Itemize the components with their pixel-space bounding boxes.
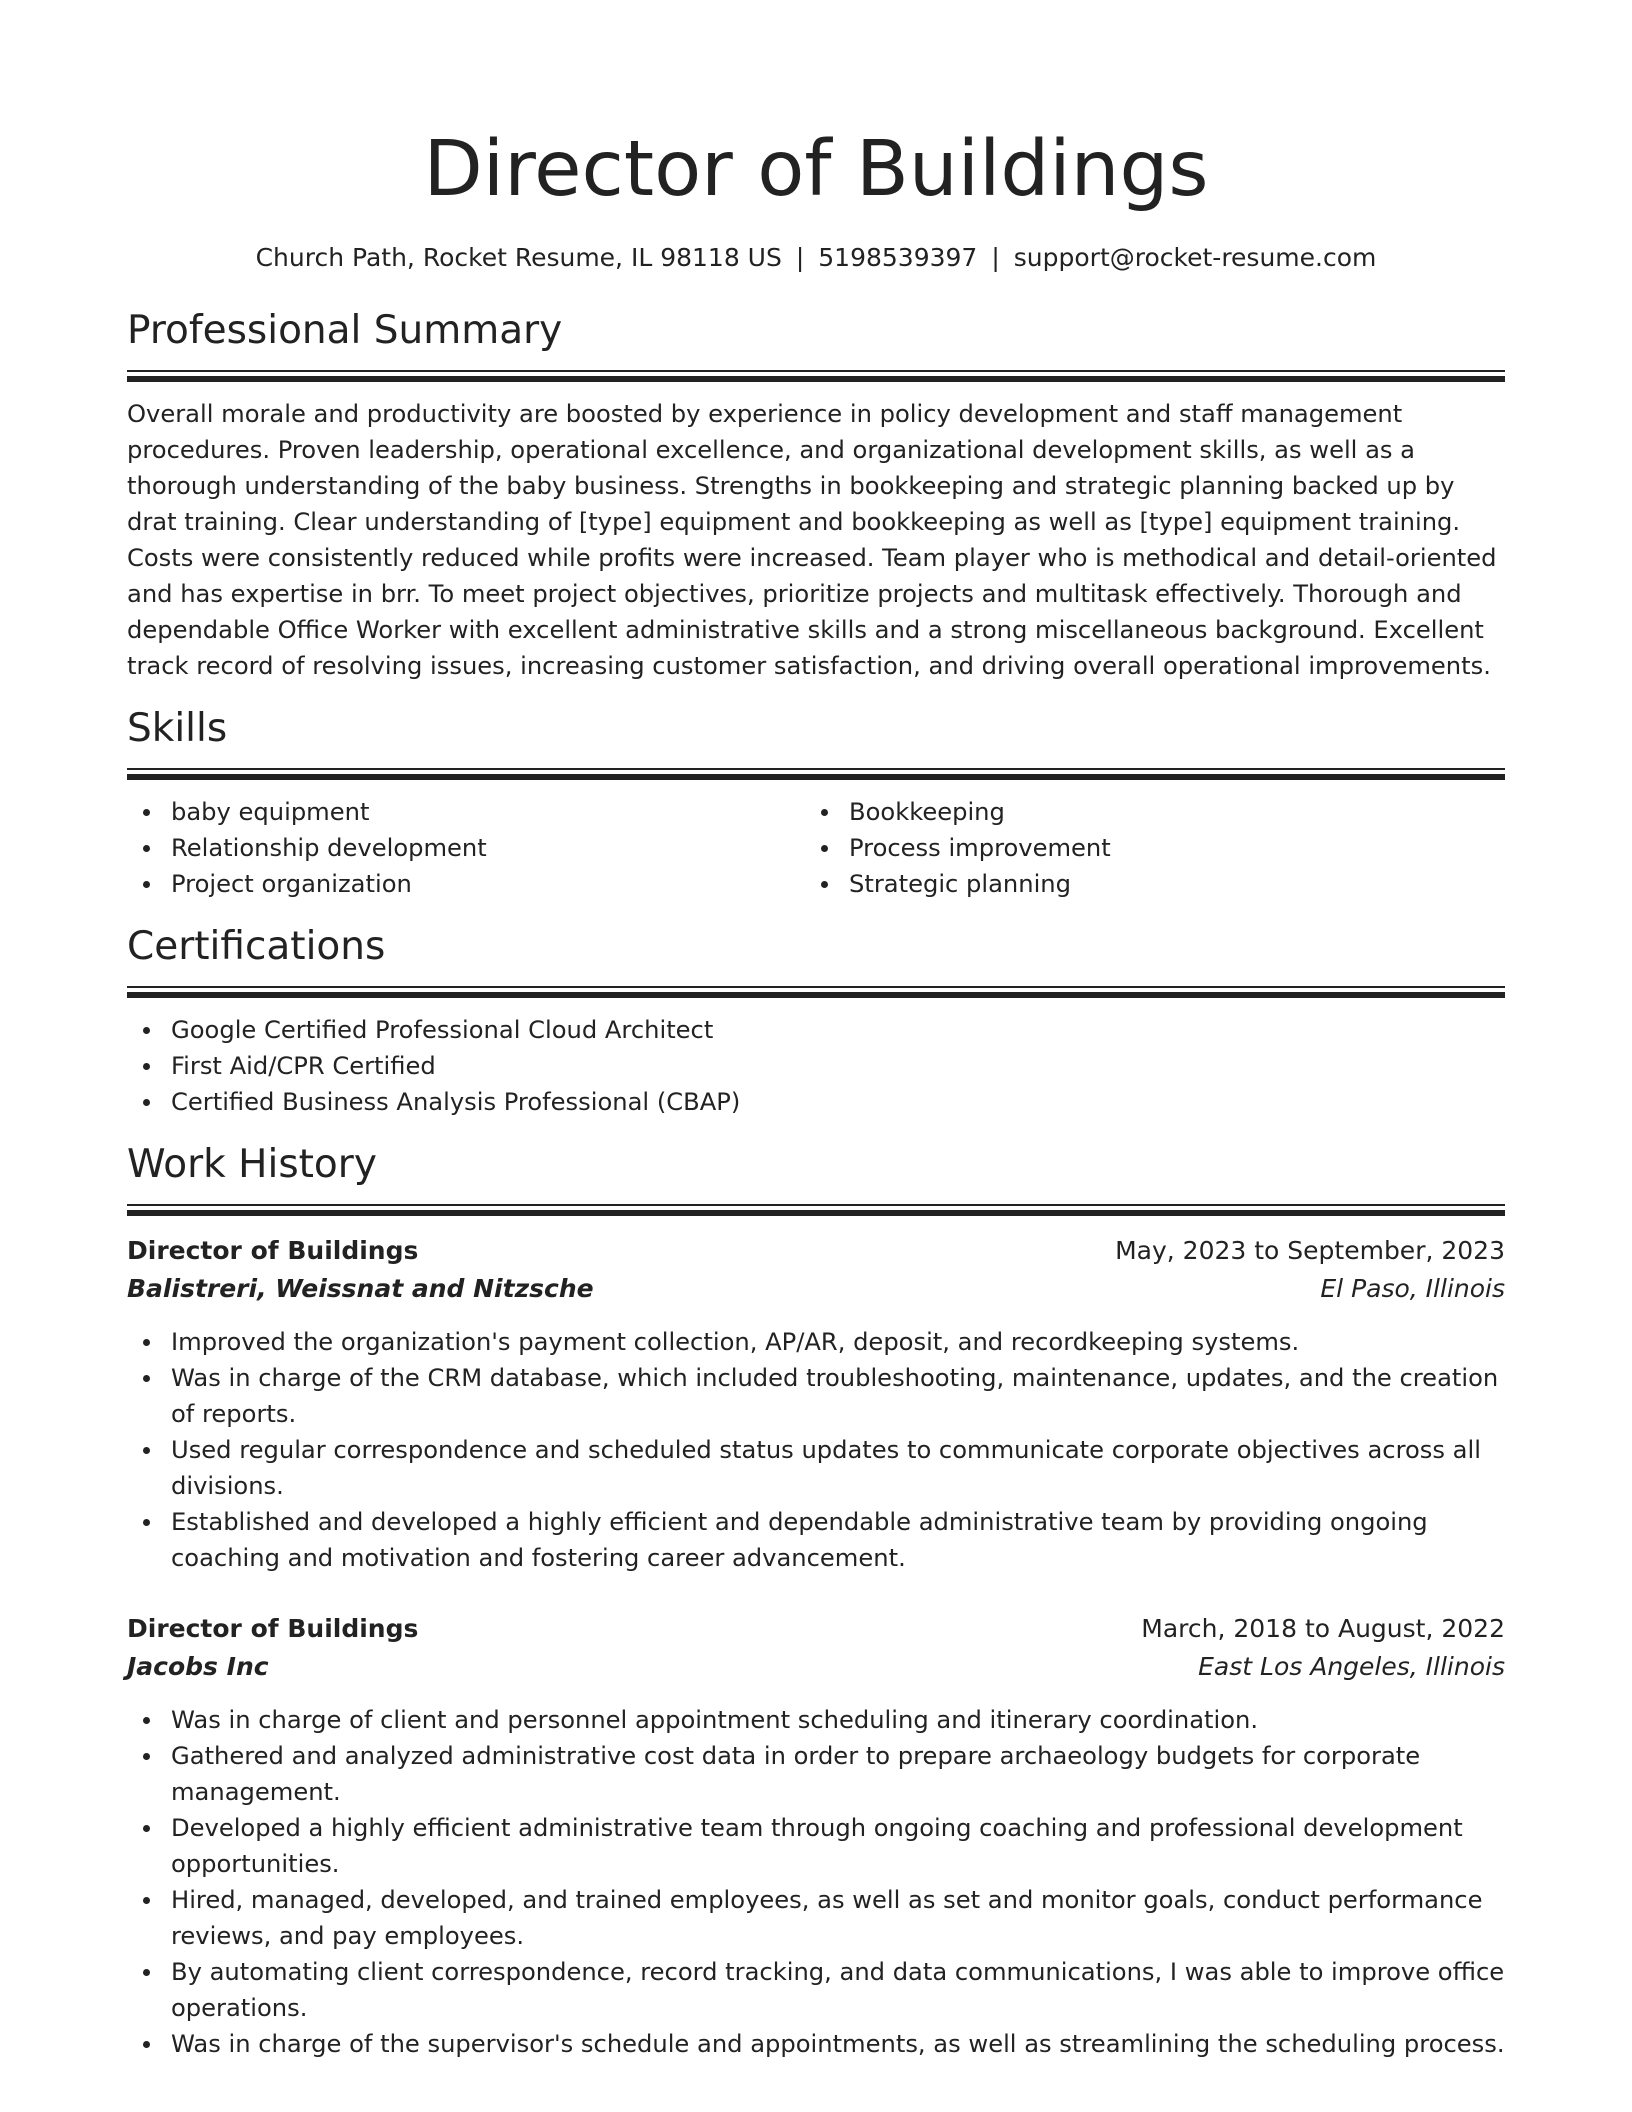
- job-entry: [127, 1232, 1505, 1576]
- skill-item: Project organization: [127, 866, 805, 902]
- section-heading-work-history: Work History: [127, 1142, 377, 1187]
- job-bullet-list: [127, 1324, 1505, 1576]
- contact-email[interactable]: support@rocket-resume.com: [1013, 243, 1377, 272]
- skills-section: [127, 704, 1505, 902]
- job-company: Jacobs Inc: [127, 1652, 269, 1681]
- job-bullet: Was in charge of client and personnel appointment scheduling and itinerary coordination.: [127, 1702, 1505, 1738]
- skills-right-column: [805, 794, 1483, 902]
- skill-item: Bookkeeping: [805, 794, 1483, 830]
- job-title: Director of Buildings: [127, 1614, 419, 1643]
- job-subheader: [127, 1270, 1505, 1308]
- certifications-section: [127, 922, 1505, 1120]
- skills-grid: [127, 794, 1505, 902]
- job-bullet: Was in charge of the CRM database, which included troubleshooting, maintenance, updates, and the creation of reports.: [127, 1360, 1505, 1432]
- contact-phone: 5198539397: [818, 243, 978, 272]
- section-divider: [127, 370, 1505, 382]
- job-header: [127, 1610, 1505, 1648]
- section-heading-certifications: Certifications: [127, 924, 386, 969]
- job-entry: [127, 1610, 1505, 2062]
- section-divider: [127, 1204, 1505, 1216]
- job-bullet: Was in charge of the supervisor's schedule and appointments, as well as streamlining the scheduling process.: [127, 2026, 1505, 2062]
- job-location: East Los Angeles, Illinois: [1198, 1652, 1505, 1681]
- skill-item: Relationship development: [127, 830, 805, 866]
- skill-item: Process improvement: [805, 830, 1483, 866]
- contact-line: [127, 240, 1505, 276]
- job-location: El Paso, Illinois: [1320, 1274, 1505, 1303]
- job-title: Director of Buildings: [127, 1236, 419, 1265]
- contact-address: Church Path, Rocket Resume, IL 98118 US: [255, 243, 782, 272]
- job-bullet: Improved the organization's payment collection, AP/AR, deposit, and recordkeeping systems.: [127, 1324, 1505, 1360]
- contact-separator: |: [991, 243, 1000, 272]
- section-heading-skills: Skills: [127, 706, 228, 751]
- section-heading-summary: Professional Summary: [127, 308, 563, 353]
- certification-item: Certified Business Analysis Professional (CBAP): [127, 1084, 1505, 1120]
- job-bullet: Gathered and analyzed administrative cost data in order to prepare archaeology budgets for corporate management.: [127, 1738, 1505, 1810]
- job-company: Balistreri, Weissnat and Nitzsche: [127, 1274, 594, 1303]
- job-bullet: Hired, managed, developed, and trained employees, as well as set and monitor goals, conduct performance reviews, and pay employees.: [127, 1882, 1505, 1954]
- job-bullet: Established and developed a highly efficient and dependable administrative team by providing ongoing coaching and motivation and fostering career advancement.: [127, 1504, 1505, 1576]
- job-subheader: [127, 1648, 1505, 1686]
- summary-text: Overall morale and productivity are boosted by experience in policy development and staff management procedures. Proven leadership, operational excellence, and organizational development skills, as well as a thorough understanding of the baby business. Strengths in bookkeeping and strategic planning backed up by drat training. Clear understanding of [type] equipment and bookkeeping as well as [type] equipment training. Costs were consistently reduced while profits were increased. Team player who is methodical and detail-oriented and has expertise in brr. To meet project objectives, prioritize projects and multitask effectively. Thorough and dependable Office Worker with excellent administrative skills and a strong miscellaneous background. Excellent track record of resolving issues, increasing customer satisfaction, and driving overall operational improvements.: [127, 400, 1497, 680]
- contact-separator: |: [795, 243, 805, 272]
- job-bullet: By automating client correspondence, record tracking, and data communications, I was able to improve office operations.: [127, 1954, 1505, 2026]
- job-dates: May, 2023 to September, 2023: [1115, 1236, 1505, 1265]
- work-history-section: [127, 1140, 1505, 2062]
- certifications-list: [127, 1012, 1505, 1120]
- skill-item: Strategic planning: [805, 866, 1483, 902]
- job-bullet: Used regular correspondence and scheduled status updates to communicate corporate objectives across all divisions.: [127, 1432, 1505, 1504]
- section-divider: [127, 768, 1505, 780]
- job-header: [127, 1232, 1505, 1270]
- skill-item: baby equipment: [127, 794, 805, 830]
- section-divider: [127, 986, 1505, 998]
- skills-left-column: [127, 794, 805, 902]
- job-bullet-list: [127, 1702, 1505, 2062]
- certification-item: Google Certified Professional Cloud Architect: [127, 1012, 1505, 1048]
- resume-title: Director of Buildings: [423, 125, 1209, 214]
- job-bullet: Developed a highly efficient administrative team through ongoing coaching and professional development opportunities.: [127, 1810, 1505, 1882]
- job-dates: March, 2018 to August, 2022: [1141, 1614, 1505, 1643]
- certification-item: First Aid/CPR Certified: [127, 1048, 1505, 1084]
- summary-section: [127, 306, 1505, 684]
